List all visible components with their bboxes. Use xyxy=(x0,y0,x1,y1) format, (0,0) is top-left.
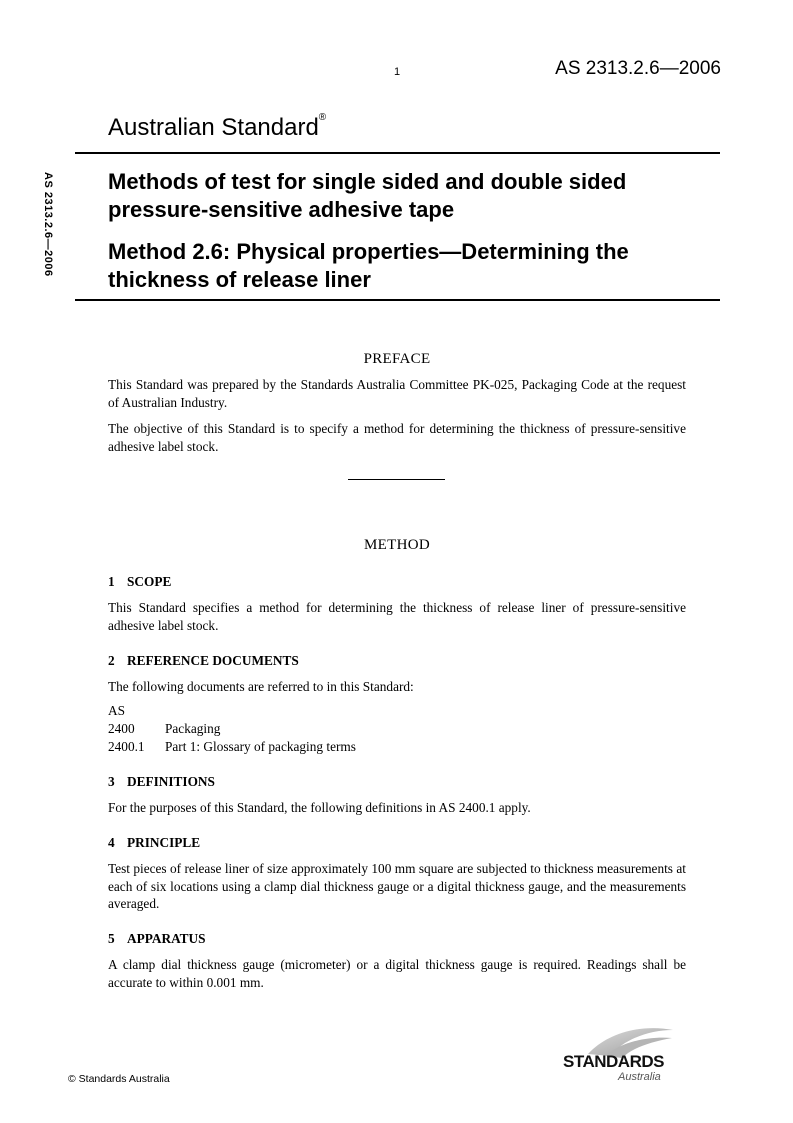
section-text: A clamp dial thickness gauge (micrometer) or a digital thickness gauge is required. Readings shall be accurate to within 0.001 mm. xyxy=(108,957,686,990)
section-number: 3 xyxy=(108,774,115,789)
section-title: APPARATUS xyxy=(127,931,206,946)
reference-item xyxy=(108,739,356,755)
side-document-id: AS 2313.2.6—2006 xyxy=(42,172,54,277)
reference-title: Part 1: Glossary of packaging terms xyxy=(165,739,356,754)
section-divider xyxy=(348,479,445,480)
section-heading xyxy=(108,931,206,947)
registered-mark: ® xyxy=(318,112,327,123)
brand-title xyxy=(108,114,326,142)
reference-item xyxy=(108,721,220,737)
preface-paragraph: The objective of this Standard is to specify a method for determining the thickness of pressure-sensitive adhesive label stock. xyxy=(108,421,686,454)
reference-code: 2400 xyxy=(108,721,135,736)
reference-code: 2400.1 xyxy=(108,739,145,754)
section-text: For the purposes of this Standard, the following definitions in AS 2400.1 apply. xyxy=(108,800,531,815)
method-heading: METHOD xyxy=(364,537,430,553)
section-heading xyxy=(108,653,299,669)
title-rule-top xyxy=(75,152,720,154)
document-title: Methods of test for single sided and double sided pressure-sensitive adhesive tape xyxy=(108,169,627,222)
section-text: Test pieces of release liner of size approximately 100 mm square are subjected to thickness measurements at each of six locations using a clamp dial thickness gauge or a digital thickness gauge, and the measurements averaged. xyxy=(108,861,686,911)
section-title: PRINCIPLE xyxy=(127,835,201,850)
preface-heading: PREFACE xyxy=(363,351,431,367)
section-text: This Standard specifies a method for determining the thickness of release liner of pressure-sensitive adhesive label stock. xyxy=(108,600,686,633)
section-heading xyxy=(108,774,215,790)
section-heading xyxy=(108,574,171,590)
section-number: 1 xyxy=(108,574,115,589)
section-text: The following documents are referred to in this Standard: xyxy=(108,679,414,694)
reference-title: Packaging xyxy=(165,721,221,736)
section-number: 2 xyxy=(108,653,115,668)
method-title: Method 2.6: Physical properties—Determining the thickness of release liner xyxy=(108,239,629,292)
title-rule-bottom xyxy=(75,299,720,301)
section-title: REFERENCE DOCUMENTS xyxy=(127,653,299,668)
section-number: 4 xyxy=(108,835,115,850)
logo-subtext: Australia xyxy=(618,1071,661,1083)
brand-text: Australian Standard xyxy=(108,114,319,141)
copyright-notice: © Standards Australia xyxy=(68,1073,170,1085)
preface-paragraph: This Standard was prepared by the Standards Australia Committee PK-025, Packaging Code at the request of Australian Industry. xyxy=(108,377,686,410)
section-heading xyxy=(108,835,200,851)
section-title: SCOPE xyxy=(127,574,172,589)
section-title: DEFINITIONS xyxy=(127,774,215,789)
logo-wordmark: STANDARDS xyxy=(563,1052,664,1071)
page-number: 1 xyxy=(393,66,401,78)
reference-prefix: AS xyxy=(108,703,125,718)
section-number: 5 xyxy=(108,931,115,946)
document-id: AS 2313.2.6—2006 xyxy=(555,58,721,79)
